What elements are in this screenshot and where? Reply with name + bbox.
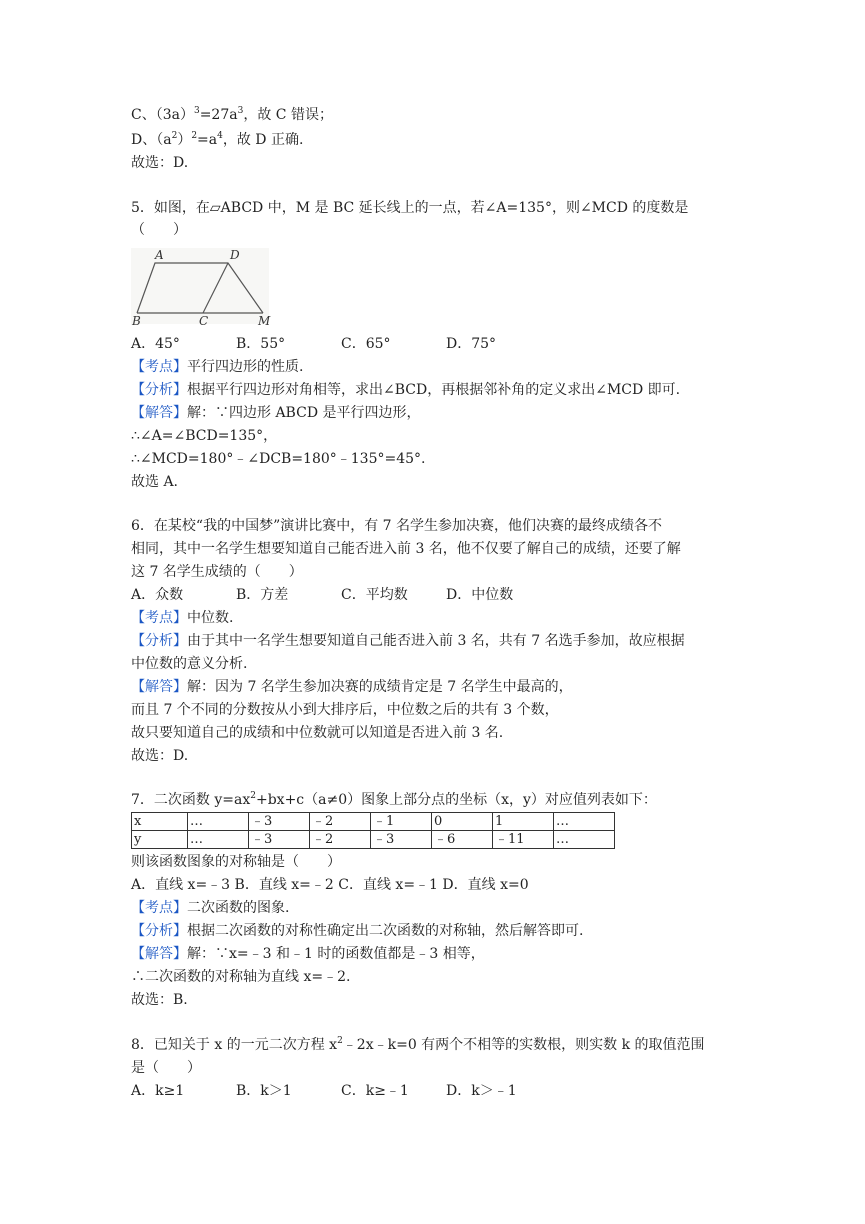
jieda-tag: 【解答】 bbox=[131, 679, 187, 695]
q6-fenxi-line2: 中位数的意义分析. bbox=[131, 656, 248, 672]
q7-kaodian: 【考点】二次函数的图象. bbox=[131, 900, 290, 916]
label-a: A bbox=[155, 248, 164, 262]
q5-stem: 5．如图，在▱ABCD 中，M 是 BC 延长线上的一点，若∠A=135°，则∠MCD 的度数是 bbox=[131, 200, 689, 216]
table-cell: ﹣1 bbox=[371, 813, 432, 831]
q5-option-b: B．55° bbox=[236, 336, 286, 352]
q7-stem: 7．二次函数 $y=ax^2+bx+c(a\ne 0)$图象上部分点的坐标（x，y）对应值列表如下： bbox=[131, 791, 657, 808]
q8-option-a: A．k≥1 bbox=[131, 1083, 185, 1099]
fenxi-tag: 【分析】 bbox=[131, 923, 187, 939]
label-c: C bbox=[199, 314, 209, 328]
q6-fenxi: 【分析】由于其中一名学生想要知道自己能否进入前 3 名，共有 7 名选手参加，故应根据 bbox=[131, 633, 685, 649]
table-row bbox=[132, 831, 615, 849]
q5-option-c: C．65° bbox=[341, 336, 391, 352]
jieda-tag: 【解答】 bbox=[131, 946, 187, 962]
q6-jieda: 【解答】解：因为 7 名学生参加决赛的成绩肯定是 7 名学生中最高的， bbox=[131, 679, 573, 695]
table-row bbox=[132, 813, 615, 831]
prev-line-c: C、$(3a)^3=27a^3$，故 C 错误； bbox=[131, 106, 333, 123]
table-cell: ﹣2 bbox=[310, 813, 371, 831]
fenxi-tag: 【分析】 bbox=[131, 382, 187, 398]
table-cell: ﹣11 bbox=[493, 831, 554, 849]
q7-answer: 故选：B. bbox=[131, 992, 188, 1008]
q8-option-c: C．k≥﹣1 bbox=[341, 1083, 409, 1099]
q7-question: 则该函数图象的对称轴是（ ） bbox=[131, 854, 341, 870]
q5-jieda-line2: ∴∠A=∠BCD=135°， bbox=[131, 428, 278, 444]
table-cell: … bbox=[554, 813, 615, 831]
prev-answer: 故选：D. bbox=[131, 155, 189, 171]
table-cell: x bbox=[132, 813, 188, 831]
q6-answer: 故选：D. bbox=[131, 748, 189, 764]
q8-options bbox=[131, 1082, 517, 1100]
q7-jieda-line2: ∴二次函数的对称轴为直线 x=﹣2. bbox=[131, 969, 351, 985]
q6-option-c: C．平均数 bbox=[341, 587, 408, 603]
table-cell: ﹣3 bbox=[249, 831, 310, 849]
jieda-tag: 【解答】 bbox=[131, 405, 187, 421]
table-cell: ﹣6 bbox=[432, 831, 493, 849]
kaodian-tag: 【考点】 bbox=[131, 900, 187, 916]
q5-paren: （ ） bbox=[131, 222, 187, 238]
label-d: D bbox=[230, 248, 240, 262]
q6-jieda-line3: 故只要知道自己的成绩和中位数就可以知道是否进入前 3 名. bbox=[131, 725, 504, 741]
table-cell: ﹣3 bbox=[249, 813, 310, 831]
q6-option-d: D．中位数 bbox=[446, 587, 514, 603]
q6-jieda-line2: 而且 7 个不同的分数按从小到大排序后，中位数之后的共有 3 个数， bbox=[131, 702, 559, 718]
q7-value-table bbox=[131, 812, 615, 849]
table-cell: ﹣2 bbox=[310, 831, 371, 849]
q5-answer: 故选 A. bbox=[131, 474, 179, 490]
table-cell: … bbox=[554, 831, 615, 849]
q8-stem-line2: 是（ ） bbox=[131, 1060, 201, 1076]
table-cell: 1 bbox=[493, 813, 554, 831]
table-cell: 0 bbox=[432, 813, 493, 831]
q5-option-a: A．45° bbox=[131, 336, 180, 352]
prev-line-d: D、$(a^2)^2=a^4$，故 D 正确. bbox=[131, 131, 304, 148]
table-cell: … bbox=[188, 831, 249, 849]
q5-kaodian: 【考点】平行四边形的性质. bbox=[131, 359, 304, 375]
q6-option-a: A．众数 bbox=[131, 587, 184, 603]
q7-fenxi: 【分析】根据二次函数的对称性确定出二次函数的对称轴，然后解答即可. bbox=[131, 923, 584, 939]
q6-kaodian: 【考点】中位数. bbox=[131, 610, 234, 626]
q5-jieda: 【解答】解：∵四边形 ABCD 是平行四边形， bbox=[131, 405, 421, 421]
q6-stem-line3: 这 7 名学生成绩的（ ） bbox=[131, 564, 303, 580]
kaodian-tag: 【考点】 bbox=[131, 359, 187, 375]
q5-jieda-line3: ∴∠MCD=180°﹣∠DCB=180°﹣135°=45°. bbox=[131, 451, 426, 467]
q6-option-b: B．方差 bbox=[236, 587, 289, 603]
q8-option-b: B．k＞1 bbox=[236, 1083, 292, 1099]
parallelogram-figure bbox=[131, 246, 271, 328]
q6-options bbox=[131, 586, 513, 604]
fenxi-tag: 【分析】 bbox=[131, 633, 187, 649]
q8-stem: 8．已知关于 x 的一元二次方程 $x^2﹣2x﹣k=0$ 有两个不相等的实数根，则实数 k 的取值范围 bbox=[131, 1036, 705, 1053]
kaodian-tag: 【考点】 bbox=[131, 610, 187, 626]
label-m: M bbox=[258, 314, 271, 328]
table-cell: ﹣3 bbox=[371, 831, 432, 849]
q5-option-d: D．75° bbox=[446, 336, 497, 352]
label-b: B bbox=[132, 314, 141, 328]
q6-stem-line2: 相同，其中一名学生想要知道自己能否进入前 3 名，他不仅要了解自己的成绩，还要了解 bbox=[131, 541, 681, 557]
q5-fenxi: 【分析】根据平行四边形对角相等，求出∠BCD，再根据邻补角的定义求出∠MCD 即可. bbox=[131, 382, 681, 398]
table-cell: … bbox=[188, 813, 249, 831]
q7-jieda: 【解答】解：∵x=﹣3 和﹣1 时的函数值都是﹣3 相等， bbox=[131, 946, 485, 962]
q7-options: A．直线 x=﹣3 B．直线 x=﹣2 C．直线 x=﹣1 D．直线 x=0 bbox=[131, 877, 529, 893]
table-cell: y bbox=[132, 831, 188, 849]
q6-stem-line1: 6．在某校“我的中国梦”演讲比赛中，有 7 名学生参加决赛，他们决赛的最终成绩各不 bbox=[131, 518, 663, 534]
q5-options bbox=[131, 335, 496, 353]
q8-option-d: D．k＞﹣1 bbox=[446, 1083, 517, 1099]
